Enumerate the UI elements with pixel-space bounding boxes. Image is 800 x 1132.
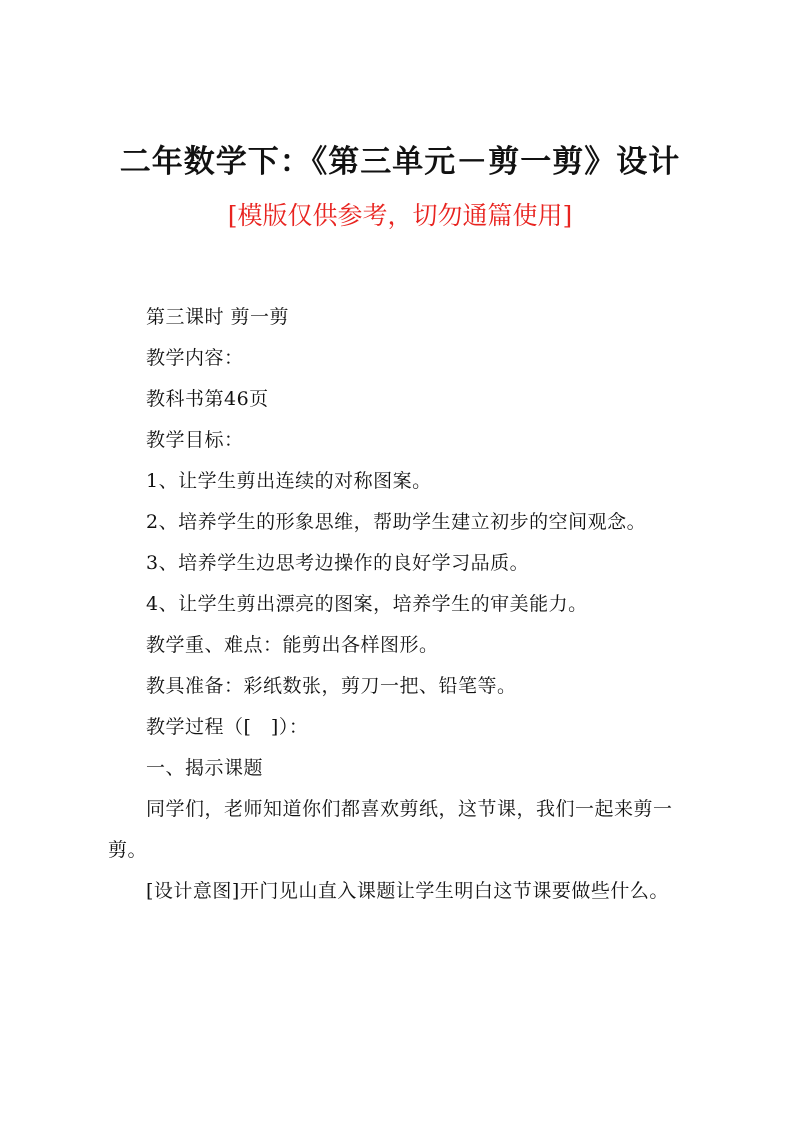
paragraph: 同学们，老师知道你们都喜欢剪纸，这节课，我们一起来剪一剪。 [108,798,673,861]
teaching-goal-item: 3、培养学生边思考边操作的良好学习品质。 [146,552,530,574]
document-body [108,297,708,912]
lesson-period: 第三课时 剪一剪 [146,306,290,328]
teaching-aids: 教具准备：彩纸数张，剪刀一把、铅笔等。 [146,675,517,697]
section-heading: 一、揭示课题 [146,757,264,779]
teaching-content-text: 教科书第46页 [146,388,269,410]
teaching-goal-item: 2、培养学生的形象思维，帮助学生建立初步的空间观念。 [146,511,647,533]
teaching-process-heading: 教学过程（[ ]）： [146,716,309,738]
teaching-goals-heading: 教学目标： [146,429,244,451]
key-difficulties: 教学重、难点：能剪出各样图形。 [146,634,439,656]
template-disclaimer: [模版仅供参考，切勿通篇使用] [227,201,573,230]
document-title: 二年数学下：《第三单元－剪一剪》设计 [119,144,681,180]
teaching-content-heading: 教学内容： [146,347,244,369]
teaching-goal-item: 1、让学生剪出连续的对称图案。 [146,470,432,492]
design-intent-paragraph: [设计意图]开门见山直入课题让学生明白这节课要做些什么。 [146,880,669,902]
teaching-goal-item: 4、让学生剪出漂亮的图案，培养学生的审美能力。 [146,593,588,615]
